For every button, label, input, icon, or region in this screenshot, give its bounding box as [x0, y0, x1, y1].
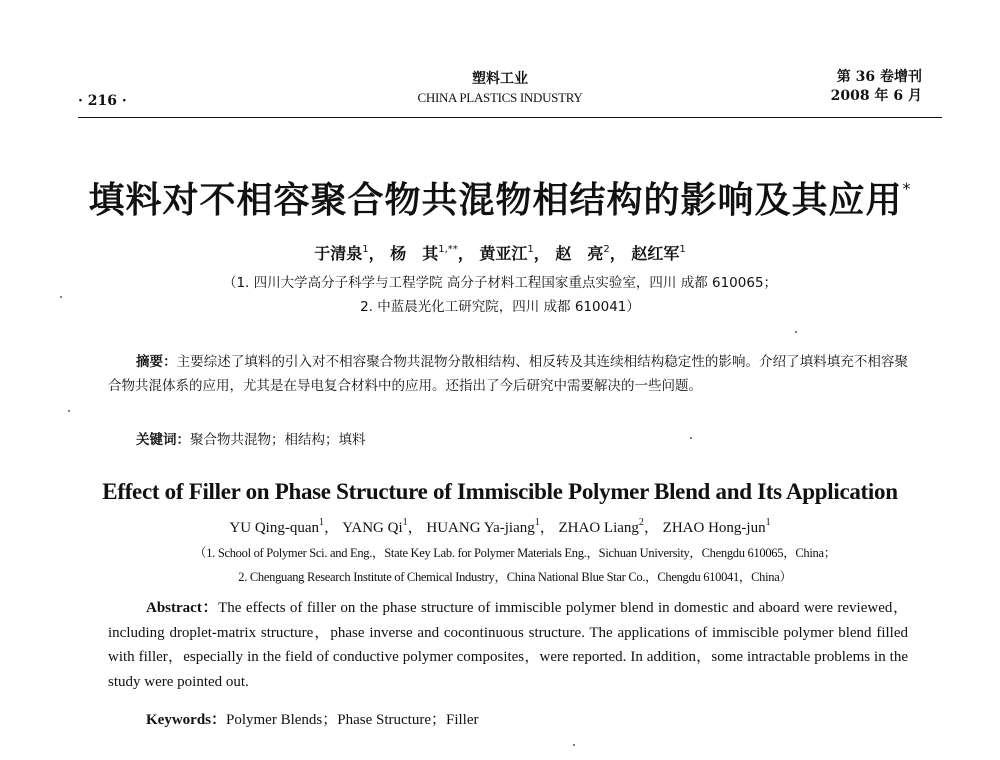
author-cn: 黄亚江	[479, 244, 528, 263]
affiliations-en	[105, 541, 925, 589]
author-cn: 杨 其	[390, 244, 439, 263]
keywords-cn-text: 聚合物共混物；相结构；填料	[190, 432, 366, 448]
journal-name-en: CHINA PLASTICS INDUSTRY	[417, 90, 583, 105]
scan-speck	[573, 744, 575, 746]
affiliation-cn-2: 2. 中蓝晨光化工研究院，四川 成都 610041）	[360, 299, 640, 315]
author-cn: 于清泉	[314, 244, 363, 263]
abstract-cn-label: 摘要：	[136, 354, 177, 370]
keywords-cn	[136, 428, 366, 448]
abstract-cn-text: 主要综述了填料的引入对不相容聚合物共混物分散相结构、相反转及其连续相结构稳定性的影响。介绍了填料填充不相容聚合物共混体系的应用，尤其是在导电复合材料中的应用。还指出了今后研究中需要解决的一些问题。	[108, 354, 909, 394]
journal-name-cn: 塑料工业	[472, 71, 528, 87]
abstract-cn	[108, 350, 908, 398]
affiliation-en-2: 2. Chenguang Research Institute of Chemical Industry，China National Blue Star Co.，Chengdu 610041，China）	[238, 570, 792, 584]
affiliations-cn	[0, 271, 1000, 319]
title-en: Effect of Filler on Phase Structure of Immiscible Polymer Blend and Its Application	[102, 479, 898, 504]
author-sup: 2	[603, 244, 610, 255]
keywords-en-label: Keywords：	[146, 712, 226, 728]
scan-speck	[68, 410, 70, 412]
author-sup: 1	[765, 517, 771, 528]
author-en: YANG Qi	[342, 520, 403, 536]
scan-speck	[690, 437, 692, 439]
abstract-en	[108, 596, 908, 694]
author-sup: 1	[319, 517, 324, 528]
title-cn	[0, 172, 1000, 223]
author-en: ZHAO Hong-jun	[662, 520, 766, 536]
author-cn: 赵红军	[631, 244, 680, 263]
author-sup: 1	[534, 517, 540, 528]
author-en: ZHAO Liang	[558, 520, 639, 536]
authors-en: YU Qing-quan$^1$， YANG Qi$^1$， HUANG Ya-jiang$^1$， ZHAO Liang$^2$， ZHAO Hong-jun$^1$	[229, 517, 771, 536]
author-en: YU Qing-quan	[229, 520, 319, 536]
scan-speck	[60, 296, 62, 298]
author-sup: 1,**	[438, 244, 458, 255]
affiliation-en-1: （1. School of Polymer Sci. and Eng.，State Key Lab. for Polymer Materials Eng.，Sichuan University，Chengdu 610065，China；	[194, 546, 836, 560]
keywords-cn-label: 关键词：	[136, 432, 190, 448]
keywords-en	[146, 708, 478, 729]
author-en: HUANG Ya-jiang	[426, 520, 535, 536]
header-rule	[78, 117, 942, 118]
volume-label: 第 36 卷增刊	[836, 69, 922, 85]
journal-name	[78, 68, 922, 106]
scan-speck	[795, 331, 797, 333]
authors-cn: 于清泉$^1$， 杨 其$^{1,**}$， 黄亚江$^1$， 赵 亮$^2$， 赵红军$^1$	[314, 244, 686, 263]
author-cn: 赵 亮	[555, 244, 604, 263]
title-cn-text: 填料对不相容聚合物共混物相结构的影响及其应用	[88, 180, 903, 221]
author-sup: 1	[362, 244, 369, 255]
abstract-en-label: Abstract：	[146, 600, 219, 616]
running-header	[78, 60, 922, 120]
affiliation-cn-1: （1. 四川大学高分子科学与工程学院 高分子材料工程国家重点实验室，四川 成都 610065；	[222, 275, 778, 291]
author-sup: 1	[527, 244, 534, 255]
author-sup: 2	[638, 517, 644, 528]
issue-date: 2008 年 6 月	[830, 88, 922, 104]
issue-info	[831, 68, 922, 106]
abstract-en-text: The effects of filler on the phase structure of immiscible polymer blend in domestic and aboard were reviewed，including droplet-matrix structure，phase inverse and cocontinuous structure. The applications of immiscible polymer blend filled with filler，especially in the field of conductive polymer composites，were reported. In addition，some intractable problems in the study were pointed out.	[108, 600, 908, 690]
author-sup: 1	[402, 517, 408, 528]
title-footnote-mark: *	[902, 179, 912, 198]
keywords-en-text: Polymer Blends；Phase Structure；Filler	[226, 712, 479, 728]
author-sup: 1	[679, 244, 686, 255]
page-number: · 216 ·	[78, 93, 127, 109]
